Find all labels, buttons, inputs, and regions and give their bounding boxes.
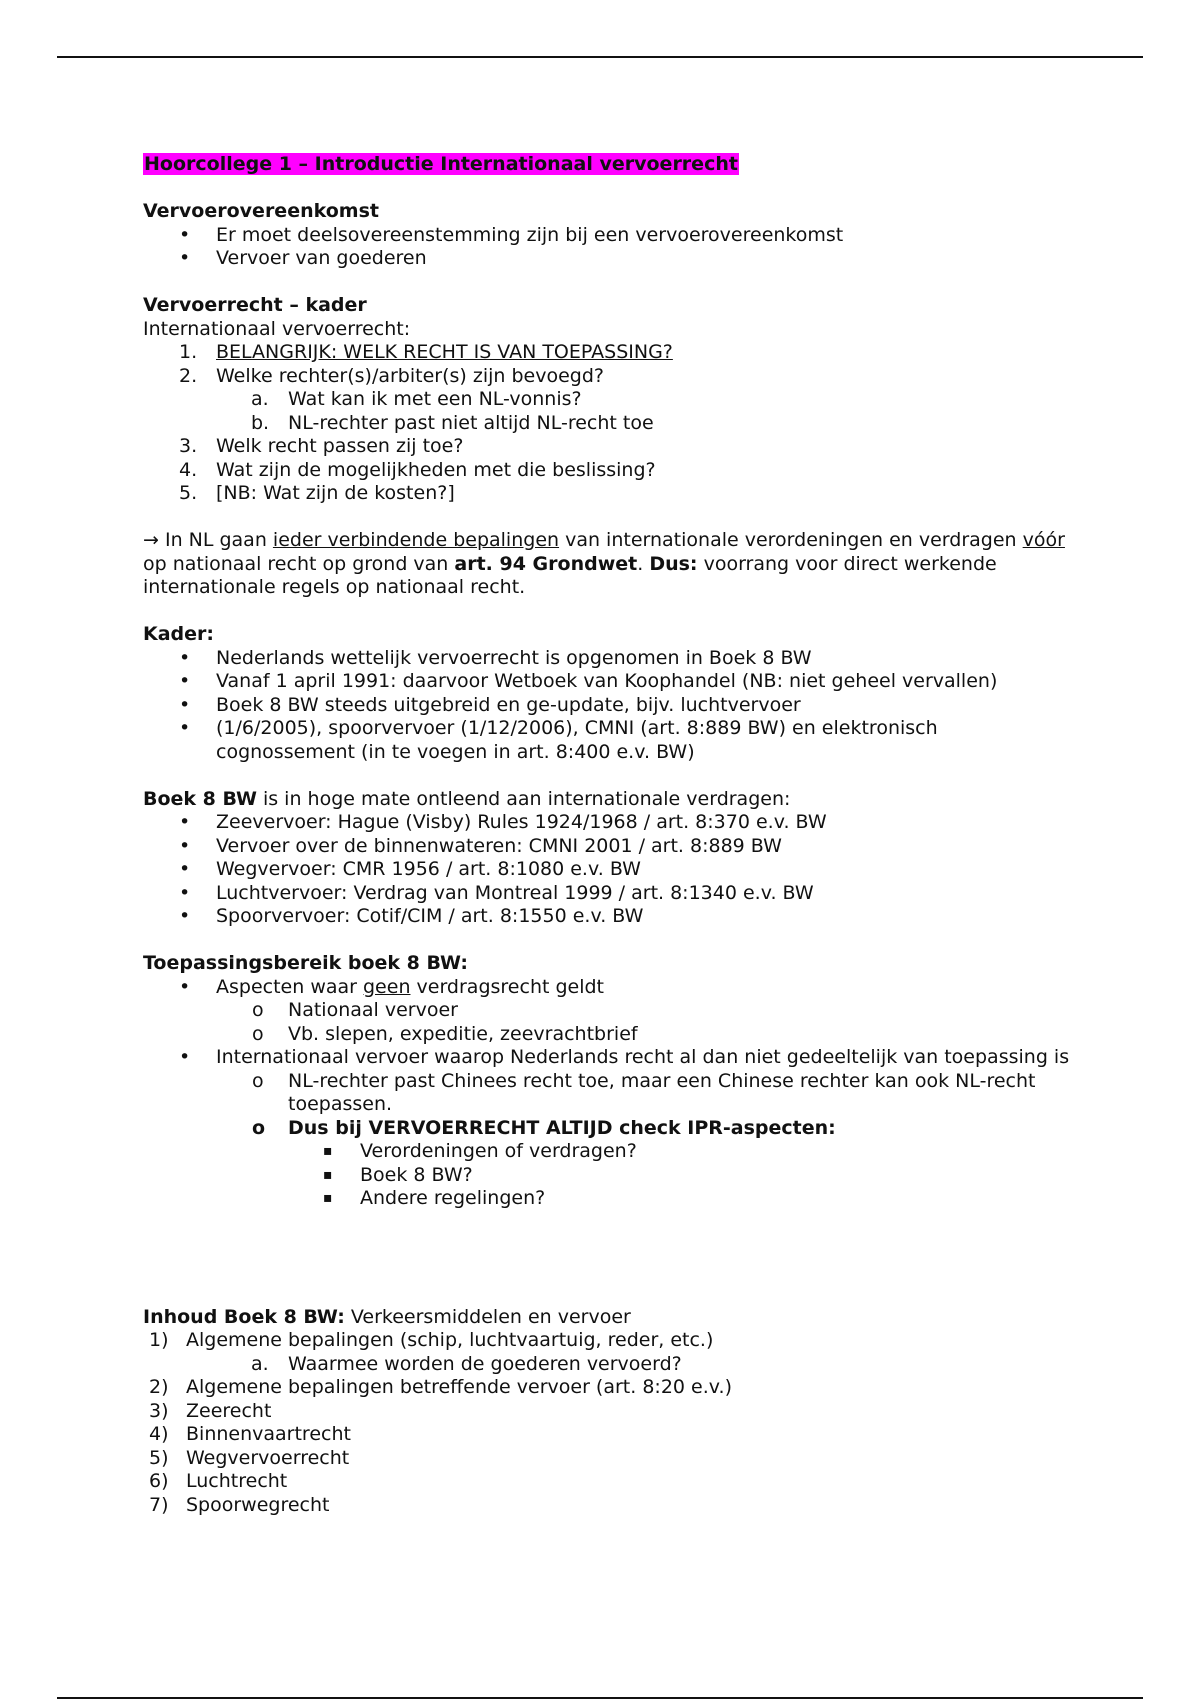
bottom-rule xyxy=(57,1697,1143,1699)
list-item: o Vb. slepen, expeditie, zeevrachtbrief xyxy=(143,1023,1073,1047)
paragraph: Internationaal vervoerrecht: xyxy=(143,317,411,340)
list-item: • Er moet deelsovereenstemming zijn bij een vervoerovereenkomst xyxy=(143,224,1073,248)
top-rule xyxy=(57,56,1143,58)
list-item: 4. Wat zijn de mogelijkheden met die beslissing? xyxy=(179,458,656,481)
list-item: • (1/6/2005), spoorvervoer (1/12/2006), CMNI (art. 8:889 BW) en elektronisch cognossement (in te voegen in art. 8:400 e.v. BW) xyxy=(143,717,1073,764)
list-item: 6) Luchtrecht xyxy=(149,1470,288,1492)
list-item: o Nationaal vervoer xyxy=(143,999,1073,1023)
page-title: Hoorcollege 1 – Introductie Internationaal vervoerrecht xyxy=(144,153,738,175)
list-item: ▪ Andere regelingen? xyxy=(143,1187,1073,1211)
list-item: a. Waarmee worden de goederen vervoerd? xyxy=(251,1352,682,1375)
list-item: • Vanaf 1 april 1991: daarvoor Wetboek van Koophandel (NB: niet geheel vervallen) xyxy=(143,670,1073,694)
list-item: o NL-rechter past Chinees recht toe, maar een Chinese rechter kan ook NL-recht toepassen. xyxy=(143,1070,1073,1117)
list-item: 7) Spoorwegrecht xyxy=(149,1493,330,1516)
inhoud-intro: Inhoud Boek 8 BW: Verkeersmiddelen en vervoer xyxy=(143,1305,631,1328)
list-item: 4) Binnenvaartrecht xyxy=(149,1423,351,1445)
list-item: 1) Algemene bepalingen (schip, luchtvaartuig, reder, etc.) xyxy=(149,1329,714,1351)
list-item: 3. Welk recht passen zij toe? xyxy=(179,435,464,457)
list-item: a. Wat kan ik met een NL-vonnis? xyxy=(251,388,582,410)
list-item: • Aspecten waar geen verdragsrecht geldt xyxy=(143,976,1073,1000)
list-item: • Vervoer over de binnenwateren: CMNI 2001 / art. 8:889 BW xyxy=(143,835,1073,859)
list-item: • Boek 8 BW steeds uitgebreid en ge-update, bijv. luchtvervoer xyxy=(143,694,1073,718)
heading-toepassingsbereik: Toepassingsbereik boek 8 BW: xyxy=(143,952,468,974)
list-item: 3) Zeerecht xyxy=(149,1399,272,1422)
list-item: • Internationaal vervoer waarop Nederlands recht al dan niet gedeeltelijk van toepassing is xyxy=(143,1046,1073,1070)
list-item: 2) Algemene bepalingen betreffende vervoer (art. 8:20 e.v.) xyxy=(149,1376,732,1398)
boek8-intro: Boek 8 BW is in hoge mate ontleend aan internationale verdragen: xyxy=(143,787,791,810)
heading-vervoerovereenkomst: Vervoerovereenkomst xyxy=(143,200,379,222)
list-item: • Vervoer van goederen xyxy=(143,247,1073,271)
note-paragraph: → In NL gaan ieder verbindende bepalingen van internationale verordeningen en verdragen vóór op nationaal recht op grond van art. 94 Grondwet. Dus: voorrang voor direct werkende internationale regels op nationaal recht. xyxy=(143,529,1065,598)
heading-kader: Kader: xyxy=(143,623,214,645)
list-item: • Nederlands wettelijk vervoerrecht is opgenomen in Boek 8 BW xyxy=(143,647,1073,671)
list-item: o Dus bij VERVOERRECHT ALTIJD check IPR-aspecten: xyxy=(143,1117,1073,1141)
heading-vervoerrecht-kader: Vervoerrecht – kader xyxy=(143,294,367,316)
document-body xyxy=(143,153,1073,1517)
list-item: b. NL-rechter past niet altijd NL-recht toe xyxy=(251,411,654,434)
list-item: 2. Welke rechter(s)/arbiter(s) zijn bevoegd? xyxy=(179,364,604,387)
list-item: • Wegvervoer: CMR 1956 / art. 8:1080 e.v. BW xyxy=(143,858,1073,882)
list-item: 5) Wegvervoerrecht xyxy=(149,1446,350,1469)
list-item: ▪ Verordeningen of verdragen? xyxy=(143,1140,1073,1164)
list-item: 5. [NB: Wat zijn de kosten?] xyxy=(179,482,455,504)
list-item: • Zeevervoer: Hague (Visby) Rules 1924/1968 / art. 8:370 e.v. BW xyxy=(143,811,1073,835)
list-item: • Spoorvervoer: Cotif/CIM / art. 8:1550 e.v. BW xyxy=(143,905,1073,929)
list-item: 1. BELANGRIJK: WELK RECHT IS VAN TOEPASSING? xyxy=(179,341,673,363)
list-item: • Luchtvervoer: Verdrag van Montreal 1999 / art. 8:1340 e.v. BW xyxy=(143,882,1073,906)
list-item: ▪ Boek 8 BW? xyxy=(143,1164,1073,1188)
